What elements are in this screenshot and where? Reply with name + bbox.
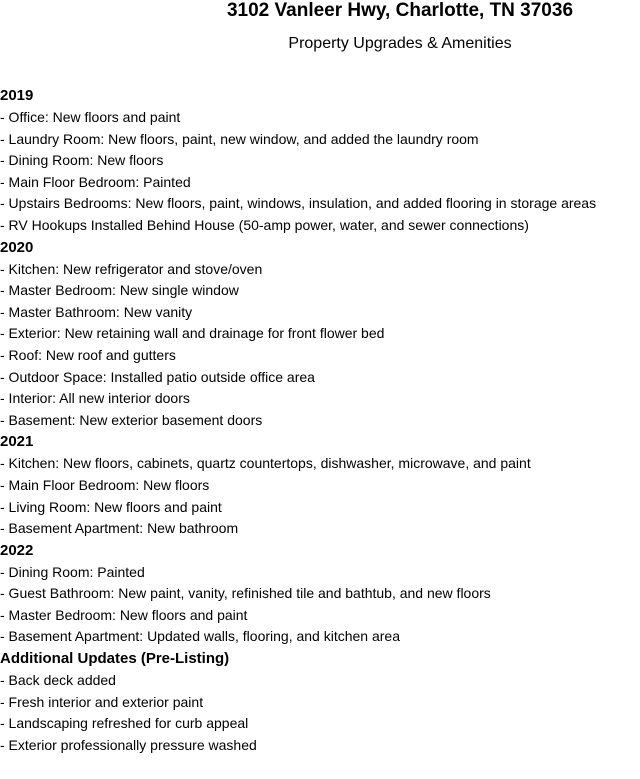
list-item: - Guest Bathroom: New paint, vanity, refinished tile and bathtub, and new floors <box>0 585 491 602</box>
list-item: - Upstairs Bedrooms: New floors, paint, windows, insulation, and added flooring in storage areas <box>0 195 597 212</box>
list-item: - Laundry Room: New floors, paint, new window, and added the laundry room <box>0 130 479 147</box>
section-2021 <box>0 431 640 539</box>
list-item: - Basement Apartment: Updated walls, flooring, and kitchen area <box>0 628 400 645</box>
section-heading: 2019 <box>0 87 34 104</box>
list-item: - Dining Room: New floors <box>0 152 164 169</box>
list-item: - Interior: All new interior doors <box>0 390 190 407</box>
list-item: - RV Hookups Installed Behind House (50-amp power, water, and sewer connections) <box>0 216 529 233</box>
list-item: - Kitchen: New floors, cabinets, quartz countertops, dishwasher, microwave, and paint <box>0 455 531 472</box>
section-heading: 2021 <box>0 433 34 451</box>
section-additional-updates <box>0 648 640 756</box>
document-title: 3102 Vanleer Hwy, Charlotte, TN 37036 <box>226 0 574 21</box>
list-item: - Back deck added <box>0 672 116 689</box>
list-item: - Kitchen: New refrigerator and stove/oven <box>0 260 263 277</box>
list-item: - Basement Apartment: New bathroom <box>0 520 239 537</box>
list-item: - Fresh interior and exterior paint <box>0 693 204 710</box>
section-2019 <box>0 85 640 237</box>
item-list <box>0 670 640 756</box>
list-item: - Master Bedroom: New floors and paint <box>0 606 248 623</box>
section-heading: 2022 <box>0 541 34 559</box>
item-list <box>0 259 640 432</box>
section-2020 <box>0 237 640 432</box>
document-subtitle: Property Upgrades & Amenities <box>288 35 512 52</box>
list-item: - Master Bedroom: New single window <box>0 282 239 299</box>
section-2022 <box>0 540 640 648</box>
list-item: - Roof: New roof and gutters <box>0 346 176 363</box>
list-item: - Main Floor Bedroom: Painted <box>0 173 191 190</box>
item-list <box>0 107 640 237</box>
section-heading: 2020 <box>0 238 34 256</box>
list-item: - Outdoor Space: Installed patio outside office area <box>0 368 315 385</box>
list-item: - Landscaping refreshed for curb appeal <box>0 715 249 732</box>
list-item: - Exterior professionally pressure washed <box>0 736 257 753</box>
section-heading: Additional Updates (Pre-Listing) <box>0 650 230 668</box>
list-item: - Dining Room: Painted <box>0 563 145 580</box>
list-item: - Master Bathroom: New vanity <box>0 303 193 320</box>
item-list <box>0 453 640 539</box>
list-item: - Living Room: New floors and paint <box>0 498 222 515</box>
sections-container <box>0 85 640 756</box>
list-item: - Exterior: New retaining wall and drainage for front flower bed <box>0 325 385 342</box>
item-list <box>0 562 640 648</box>
list-item: - Main Floor Bedroom: New floors <box>0 476 210 493</box>
list-item: - Basement: New exterior basement doors <box>0 411 263 428</box>
list-item: - Office: New floors and paint <box>0 109 181 125</box>
